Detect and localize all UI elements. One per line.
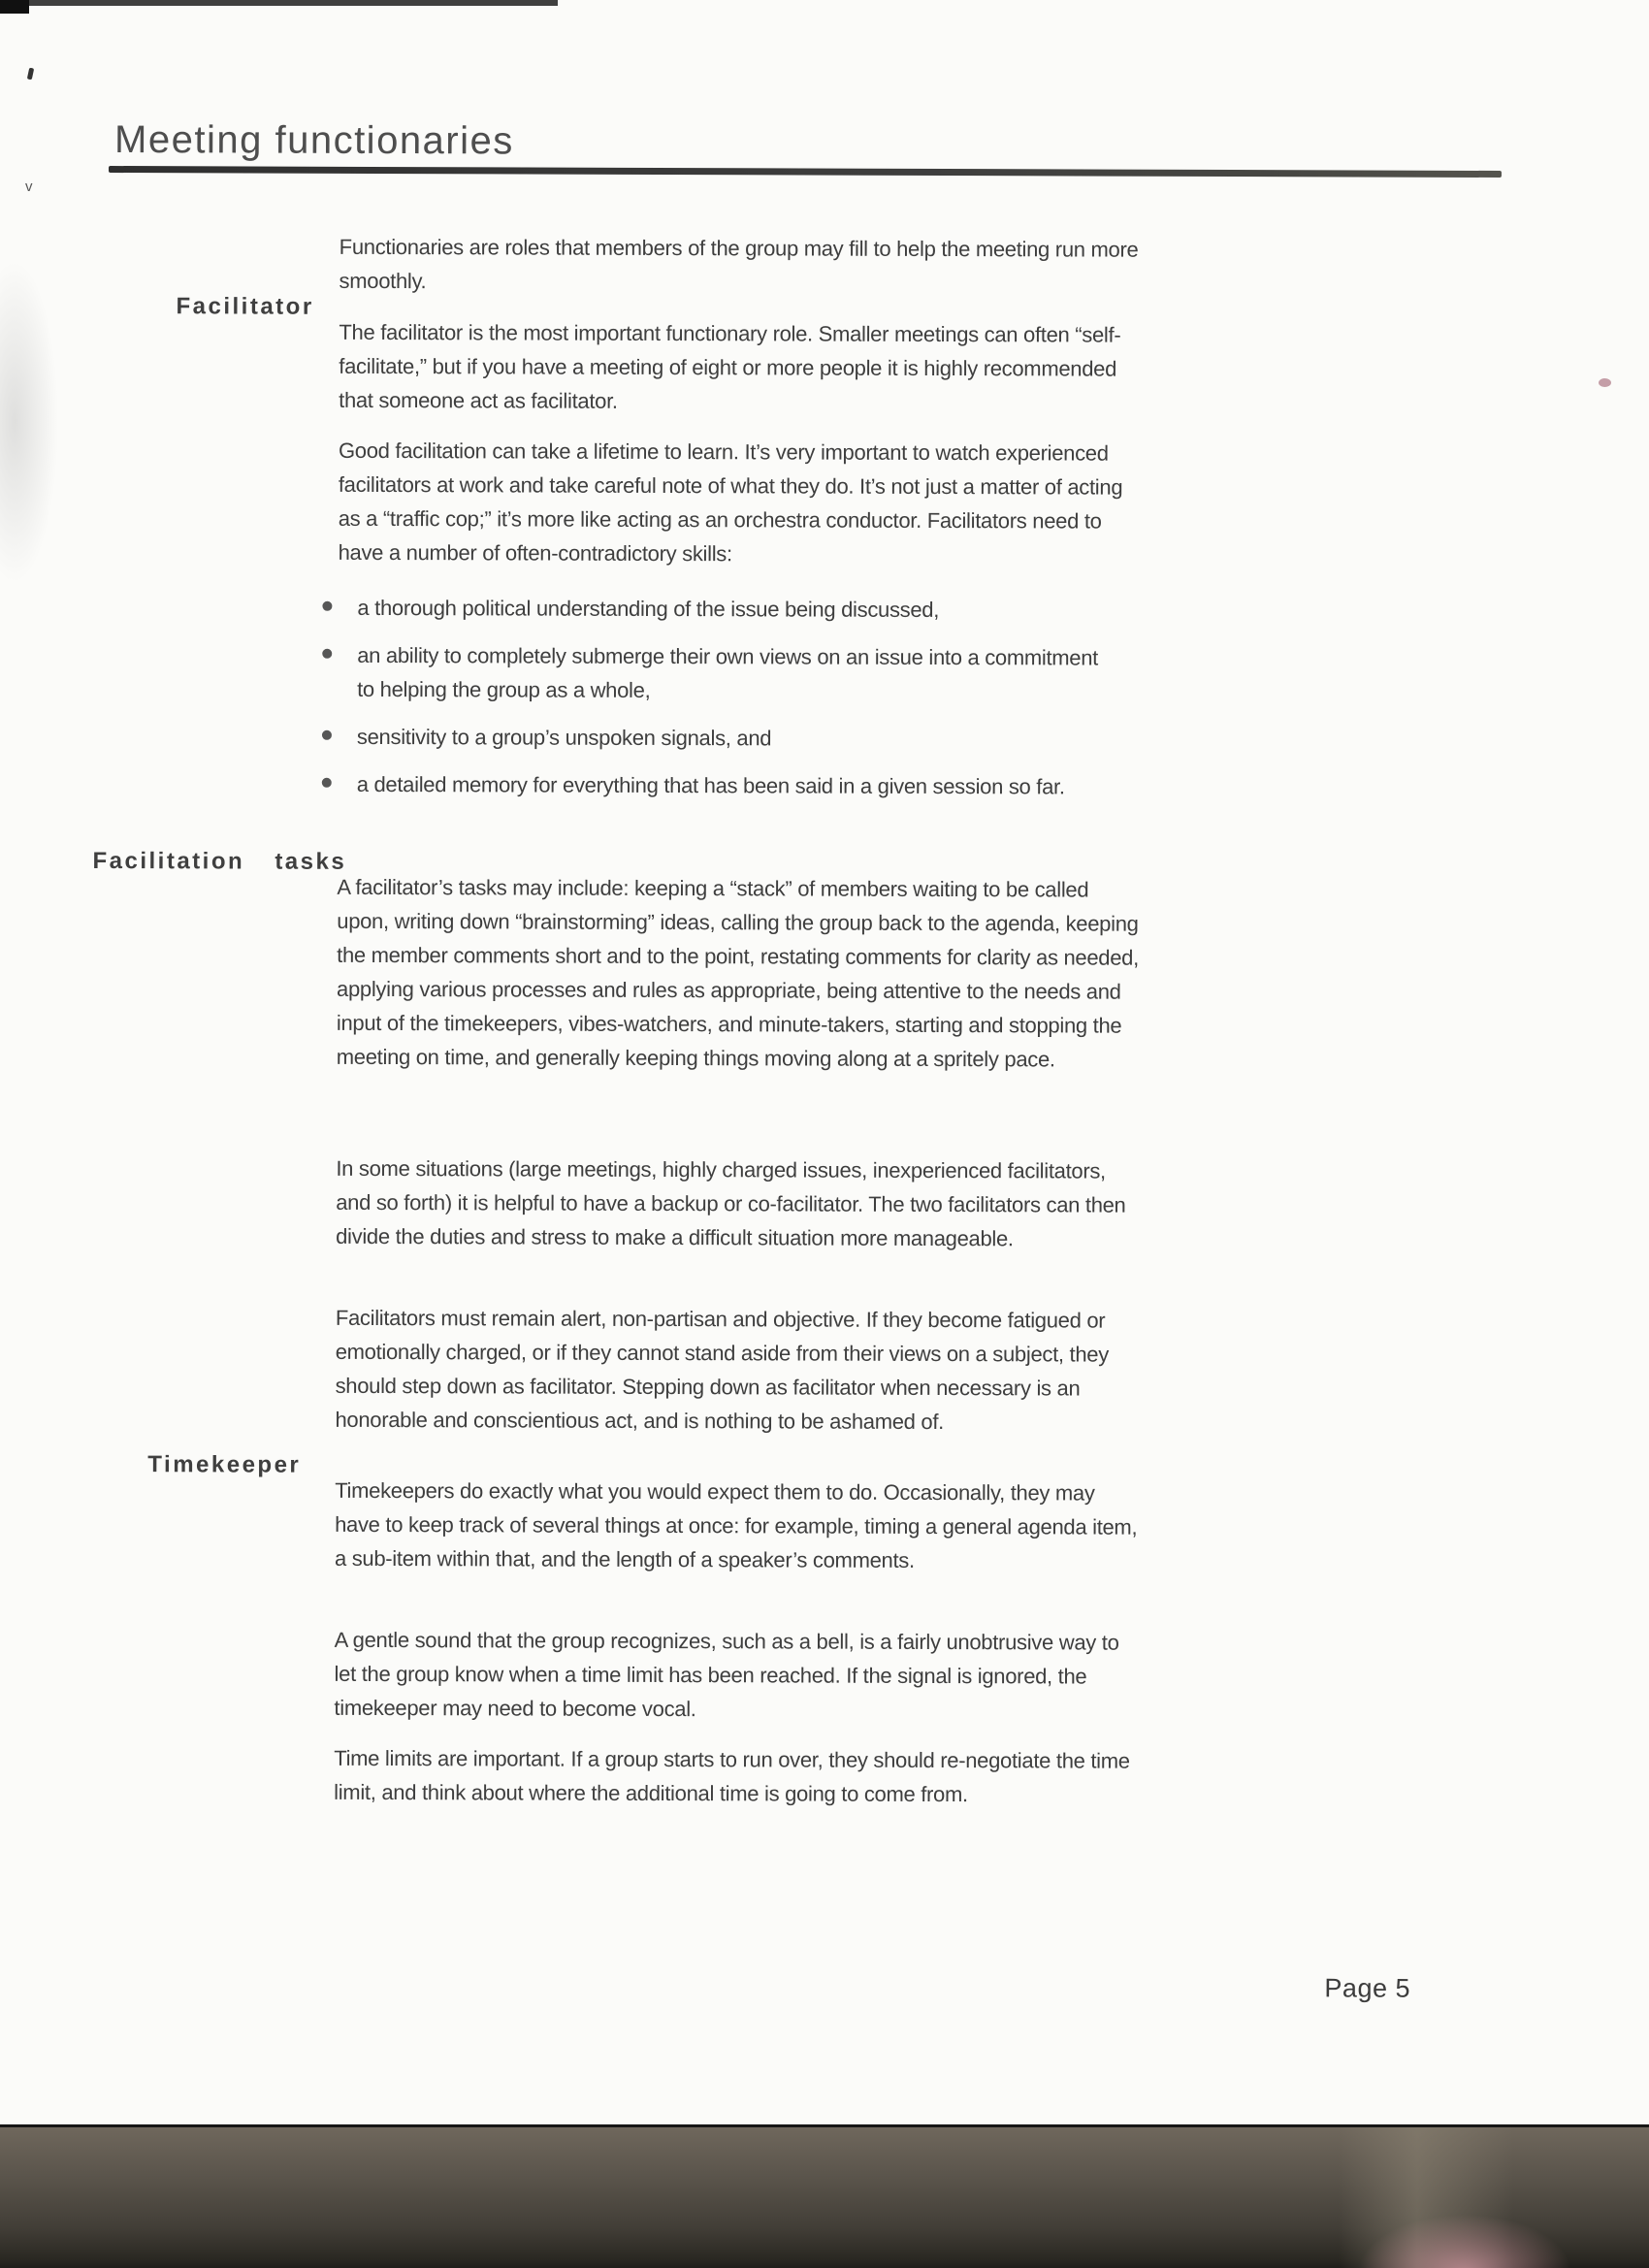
ink-speck-small: v <box>25 178 33 195</box>
list-item <box>320 767 1106 804</box>
section-label-facilitator: Facilitator <box>176 293 314 320</box>
facilitation-tasks-paragraph-3: Facilitators must remain alert, non-partisan and objective. If they become fatigued or emotionally charged, or if they cannot stand aside from their views on a subject, they should step down as facilitator. Stepping down as facilitator when necessary is an honorable and conscientious act, and is nothing to be ashamed of. <box>335 1305 1109 1435</box>
timekeeper-paragraph-3: Time limits are important. If a group starts to run over, they should re-negotiate the time limit, and think about where the additional time is going to come from. <box>334 1745 1130 1807</box>
list-item-text: a thorough political understanding of the issue being discussed, <box>357 595 940 622</box>
facilitation-tasks-paragraph-2: In some situations (large meetings, highly charged issues, inexperienced facilitators, and so forth) it is helpful to have a backup or co-facilitator. The two facilitators can then divide the duties and stress to make a difficult situation more manageable. <box>336 1155 1126 1251</box>
timekeeper-paragraph-2: A gentle sound that the group recognizes, such as a bell, is a fairly unobtrusive way to let the group know when a time limit has been reached. If the signal is ignored, the timekeeper may need to become vocal. <box>334 1627 1119 1722</box>
timekeeper-paragraph-1: Timekeepers do exactly what you would expect them to do. Occasionally, they may have to keep track of several things at once: for example, timing a general agenda item, a sub-item within that, and the length of a speaker’s comments. <box>334 1477 1138 1572</box>
section-label-facilitation-tasks: Facilitation tasks <box>92 847 347 875</box>
list-item <box>320 591 1106 628</box>
facilitation-tasks-paragraph-1: A facilitator’s tasks may include: keeping a “stack” of members waiting to be called upon, writing down “brainstorming” ideas, calling the group back to the agenda, keeping the member comments short and to the point, restating comments for clarity as needed, applying various processes and rules as appropriate, being attentive to the needs and input of the timekeepers, vibes-watchers, and minute-takers, starting and stopping the meeting on time, and generally keeping things moving along at a spritely pace. <box>336 874 1140 1072</box>
list-item-text: sensitivity to a group’s unspoken signals, and <box>356 724 772 751</box>
title-rule <box>109 166 1502 178</box>
facilitator-paragraph-1: The facilitator is the most important functionary role. Smaller meetings can often “self-facilitate,” but if you have a meeting of eight or more people it is highly recommended that someone act as facilitator. <box>339 319 1121 413</box>
page-number: Page 5 <box>1324 1973 1411 2003</box>
list-item-text: a detailed memory for everything that has been said in a given session so far. <box>356 771 1065 799</box>
bullet-icon <box>322 730 332 740</box>
facilitator-paragraph-2: Good facilitation can take a lifetime to learn. It’s very important to watch experienced facilitators at work and take careful note of what they do. It’s not just a matter of acting as a “traffic cop;” it’s more like acting as an orchestra conductor. Facilitators need to have a number of often-contradictory skills: <box>338 437 1123 567</box>
bullet-icon <box>322 778 332 788</box>
intro-paragraph: Functionaries are roles that members of the group may fill to help the meeting run more smoothly. <box>339 234 1139 294</box>
bullet-icon <box>322 601 332 611</box>
facilitator-skills-list <box>320 591 1107 818</box>
list-item <box>320 638 1106 709</box>
scan-edge-band-bottom <box>0 2124 1649 2268</box>
page-title: Meeting functionaries <box>114 118 514 163</box>
list-item-text: an ability to completely submerge their own views on an issue into a commitment to helping the group as a whole, <box>357 642 1099 702</box>
list-item <box>320 720 1106 757</box>
bullet-icon <box>322 649 332 659</box>
section-label-timekeeper: Timekeeper <box>147 1451 302 1478</box>
